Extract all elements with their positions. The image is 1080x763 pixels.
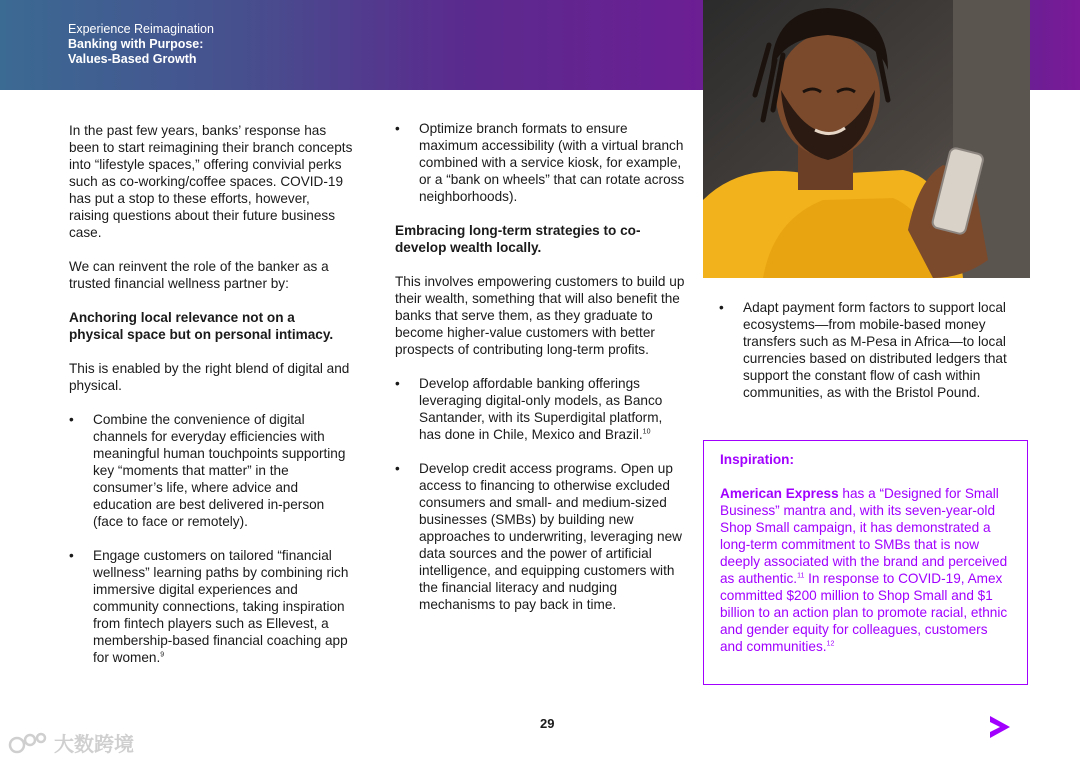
footnote-ref: 11 bbox=[797, 572, 805, 580]
company-name: American Express bbox=[720, 486, 839, 501]
section-label: Experience Reimagination bbox=[68, 22, 214, 36]
inspiration-body-1: has a “Designed for Small Business” mantra and, with its seven-year-old Shop Small campaign, it has demonstrated a long-term commitment to SMBs that is now deeply associated with the brand and perceived as authentic. bbox=[720, 486, 1008, 586]
list-item bbox=[719, 299, 1009, 401]
list-item-text: Develop credit access programs. Open up access to financing to otherwise excluded consumers and small- and medium-sized businesses (SMBs) by building new approaches to underwriting, leveraging new data sources and the power of artificial intelligence, and equipping customers with the financial literacy and nudging mechanisms to pay back in time. bbox=[419, 461, 682, 612]
bullet-icon: • bbox=[719, 300, 724, 315]
bullet-icon: • bbox=[69, 412, 74, 427]
list-item bbox=[69, 411, 353, 530]
column-1 bbox=[69, 122, 353, 683]
list-item-text: Combine the convenience of digital channels for everyday efficiencies with meaningful human touchpoints supporting key “moments that matter” in the consumer’s life, where advice and education are best delivered in-person (face to face or remotely). bbox=[93, 412, 346, 529]
bullet-list bbox=[395, 120, 687, 205]
inspiration-title: Inspiration: bbox=[720, 452, 795, 467]
header-band-right bbox=[1030, 0, 1080, 90]
paragraph: In the past few years, banks’ response has been to start reimagining their branch concepts into “lifestyle spaces,” offering convivial perks such as co-working/coffee spaces. COVID-19 has put a stop to these efforts, however, raising questions about their future business case. bbox=[69, 123, 353, 240]
paragraph: This involves empowering customers to build up their wealth, something that will also benefit the banks that serve them, as they graduate to become higher-value customers with better prospects of contributing long-term profits. bbox=[395, 274, 685, 357]
bullet-icon: • bbox=[395, 376, 400, 391]
inspiration-body-2: In response to COVID-19, Amex committed $200 million to Shop Small and $1 billion to an action plan to promote racial, ethnic and gender equity for colleagues, customers and communities. bbox=[720, 571, 1008, 654]
bullet-icon: • bbox=[395, 461, 400, 476]
bullet-list bbox=[395, 375, 687, 613]
footnote-ref: 9 bbox=[160, 651, 165, 659]
list-item bbox=[69, 547, 353, 666]
paragraph: This is enabled by the right blend of digital and physical. bbox=[69, 361, 350, 393]
list-item bbox=[395, 375, 687, 443]
man-with-phone-image bbox=[703, 0, 1030, 278]
inspiration-text bbox=[720, 485, 1011, 655]
header bbox=[68, 22, 214, 67]
list-item bbox=[395, 460, 687, 613]
watermark-icon bbox=[8, 730, 48, 756]
section-heading: Anchoring local relevance not on a physical space but on personal intimacy. bbox=[69, 310, 334, 342]
hero-photo bbox=[703, 0, 1030, 278]
page-number: 29 bbox=[540, 716, 555, 731]
section-heading: Embracing long-term strategies to co-develop wealth locally. bbox=[395, 223, 641, 255]
bullet-list bbox=[69, 411, 353, 666]
list-item bbox=[395, 120, 687, 205]
bullet-icon: • bbox=[69, 548, 74, 563]
column-3 bbox=[719, 299, 1009, 418]
bullet-list bbox=[719, 299, 1009, 401]
list-item-text: Adapt payment form factors to support local ecosystems—from mobile-based money transfers such as M-Pesa in Africa—to local currencies based on distributed ledgers that support the constant flow of cash within communities, as with the Bristol Pound. bbox=[743, 300, 1007, 400]
inspiration-box bbox=[703, 440, 1028, 685]
footnote-ref: 12 bbox=[826, 640, 835, 648]
accenture-chevron-icon bbox=[988, 714, 1012, 745]
page-title-line1: Banking with Purpose: bbox=[68, 37, 204, 51]
page-title-line2: Values-Based Growth bbox=[68, 52, 197, 66]
bullet-icon: • bbox=[395, 121, 400, 136]
paragraph: We can reinvent the role of the banker as a trusted financial wellness partner by: bbox=[69, 259, 329, 291]
footnote-ref: 10 bbox=[642, 428, 651, 436]
watermark-logo: 大数跨境 bbox=[8, 728, 134, 757]
list-item-text: Optimize branch formats to ensure maximum accessibility (with a virtual branch combined with a service kiosk, for example, or a “bank on wheels” that can rotate across neighborhoods). bbox=[419, 121, 685, 204]
column-2 bbox=[395, 120, 687, 630]
list-item-text: Develop affordable banking offerings leveraging digital-only models, as Banco Santander, with its Superdigital platform, has done in Chile, Mexico and Brazil. bbox=[419, 376, 663, 442]
list-item-text: Engage customers on tailored “financial wellness” learning paths by combining rich immersive digital experiences and community connections, taking inspiration from fintech players such as Ellevest, a membership-based financial coaching app for women. bbox=[93, 548, 349, 665]
